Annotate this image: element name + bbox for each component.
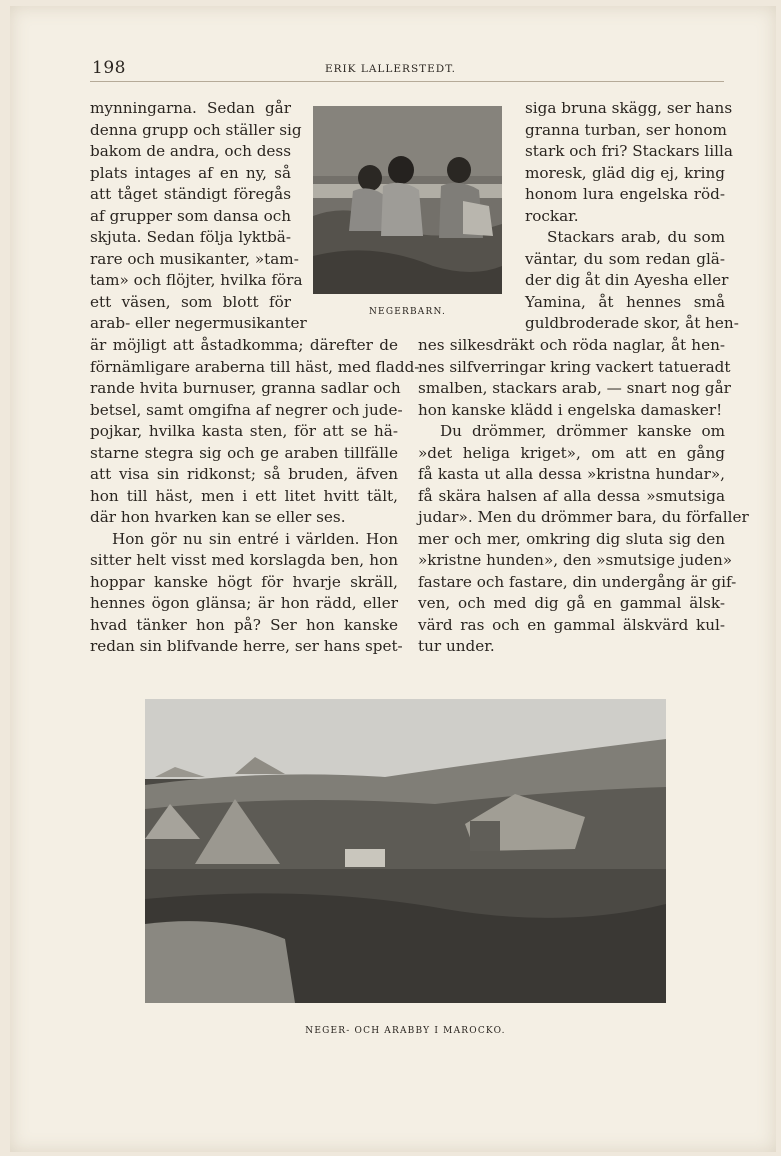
text-line: siga bruna skägg, ser hans [525, 99, 733, 117]
text-line: guldbroderade skor, åt hen- [525, 314, 739, 332]
text-line: tam» och flöjter, hvilka föra [90, 271, 303, 289]
text-line: denna grupp och ställer sig [90, 120, 302, 139]
text-line: redan sin blifvande herre, ser hans spet- [90, 637, 403, 655]
left-column-wrapped [90, 98, 307, 335]
text-line: där hon hvarken kan se eller ses. [90, 508, 346, 526]
text-line: fastare och fastare, din undergång är gif- [418, 572, 737, 591]
right-column-full [418, 335, 749, 658]
right-column-wrapped [525, 98, 739, 335]
children-illustration [313, 106, 502, 294]
text-line: Yamina, åt hennes små [525, 292, 725, 311]
text-line: rockar. [525, 206, 579, 225]
text-line: nes silfverringar kring vackert tatueradt [418, 357, 731, 376]
caption-negro-children: NEGERBARN. [368, 307, 447, 317]
text-line: få kasta ut alla dessa »kristna hundar», [418, 465, 725, 483]
text-line: judar». Men du drömmer bara, du förfaller [418, 508, 749, 526]
text-line: mer och mer, omkring dig sluta sig den [418, 529, 725, 548]
text-line: smalben, stackars arab, — snart nog går [418, 379, 731, 397]
left-column-full [90, 335, 420, 658]
text-line: Hon gör nu sin entré i världen. Hon [112, 529, 398, 548]
text-line: granna turban, ser honom [525, 120, 727, 139]
photo-negro-children [313, 106, 502, 294]
text-line: tur under. [418, 637, 495, 655]
text-line: stark och fri? Stackars lilla [525, 142, 733, 160]
text-line: af grupper som dansa och [90, 206, 291, 225]
text-line: värd ras och en gammal älskvärd kul- [418, 615, 725, 634]
text-line: bakom de andra, och dess [90, 142, 291, 160]
text-line: arab- eller negermusikanter [90, 314, 307, 332]
text-line: der dig åt din Ayesha eller [525, 271, 729, 289]
text-line: hon till häst, men i ett litet hvitt tält, [90, 486, 398, 505]
text-line: betsel, samt omgifna af negrer och jude- [90, 400, 403, 419]
text-line: rande hvita burnuser, granna sadlar och [90, 379, 401, 397]
text-line: få skära halsen af alla dessa »smutsiga [418, 486, 725, 505]
text-line: ett väsen, som blott för [90, 292, 291, 311]
text-line: honom lura engelska röd- [525, 185, 725, 203]
header-rule [90, 81, 724, 82]
text-line: är möjligt att åstadkomma; därefter de [90, 336, 398, 354]
text-line: pojkar, hvilka kasta sten, för att se hä- [90, 422, 398, 440]
text-line: förnämligare araberna till häst, med fladd- [90, 357, 420, 376]
village-illustration [145, 699, 666, 1003]
text-line: »kristne hunden», den »smutsige juden» [418, 551, 733, 569]
text-line: Du drömmer, drömmer kanske om [440, 422, 725, 440]
text-line: plats intages af en ny, så [90, 163, 291, 182]
text-line: nes silkesdräkt och röda naglar, åt hen- [418, 336, 725, 354]
page-header [0, 58, 781, 82]
text-line: starne stegra sig och ge araben tillfälle [90, 443, 398, 462]
text-line: att visa sin ridkonst; så bruden, äfven [90, 465, 398, 483]
text-line: att tåget ständigt föregås [90, 185, 291, 203]
text-line: hoppar kanske högt för hvarje skräll, [90, 572, 398, 591]
text-line: hennes ögon glänsa; är hon rädd, eller [90, 594, 398, 612]
text-line: hon kanske klädd i engelska damasker! [418, 400, 723, 419]
text-line: skjuta. Sedan följa lyktbä- [90, 228, 291, 246]
page-number: 198 [92, 58, 126, 78]
text-line: ven, och med dig gå en gammal älsk- [418, 594, 725, 612]
text-line: mynningarna. Sedan går [90, 99, 291, 117]
running-head: ERIK LALLERSTEDT. [324, 63, 457, 75]
text-line: sitter helt visst med korslagda ben, hon [90, 551, 398, 569]
text-line: Stackars arab, du som [547, 228, 725, 246]
text-line: moresk, gläd dig ej, kring [525, 163, 725, 182]
text-line: »det heliga kriget», om att en gång [418, 443, 725, 462]
caption-village: NEGER- OCH ARABBY I MAROCKO. [305, 1026, 506, 1036]
text-line: väntar, du som redan glä- [525, 249, 725, 268]
text-line: rare och musikanter, »tam- [90, 249, 299, 268]
photo-village [145, 699, 666, 1003]
text-line: hvad tänker hon på? Ser hon kanske [90, 615, 398, 634]
